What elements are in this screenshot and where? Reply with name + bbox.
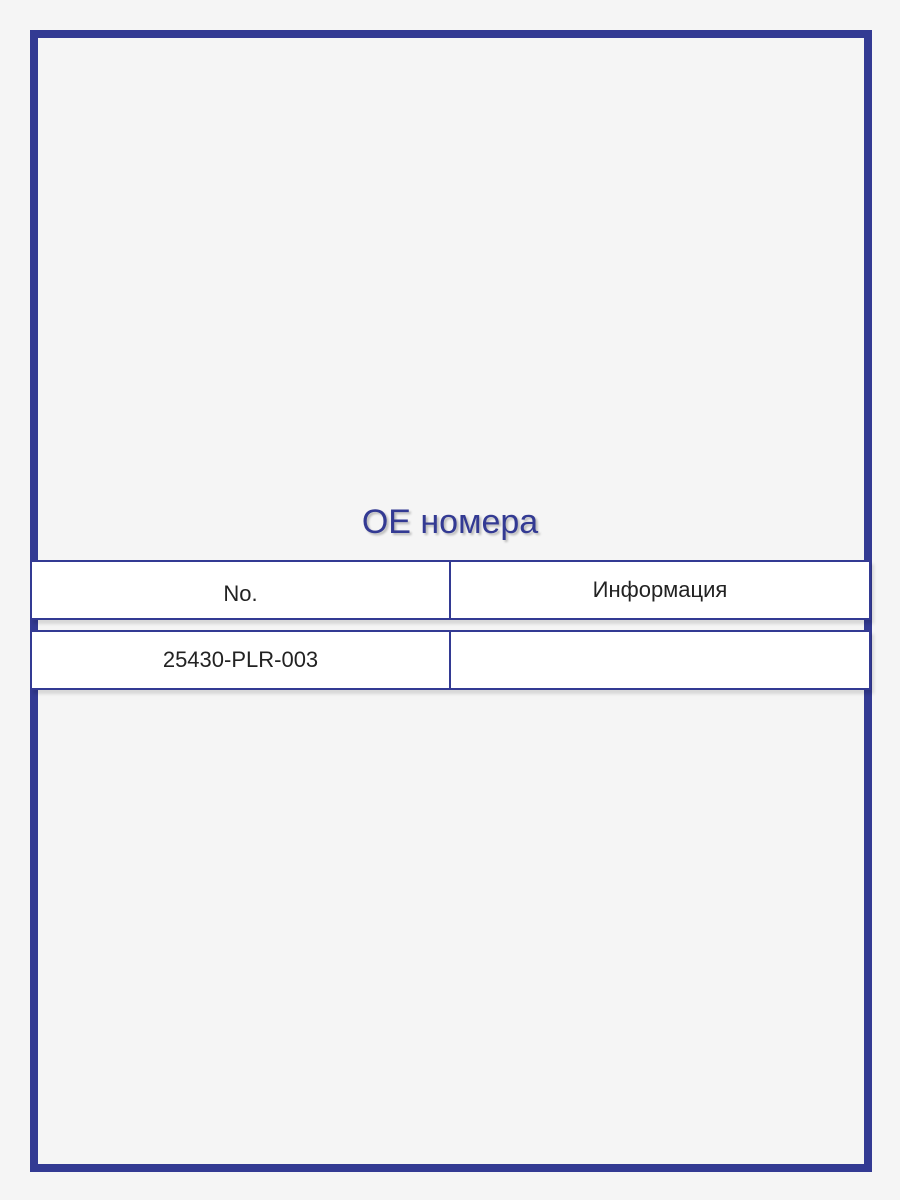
table-cell-number [32, 632, 451, 688]
header-cell-no [32, 562, 451, 618]
header-cell-info [451, 562, 869, 618]
table-cell-info [451, 632, 869, 688]
header-label-no: No. [223, 581, 258, 606]
page-title: OE номера [361, 503, 539, 541]
header-label-info: Информация [592, 577, 728, 602]
table-row [30, 630, 871, 690]
table-header-row [30, 560, 871, 620]
oe-number: 25430-PLR-003 [162, 647, 319, 672]
